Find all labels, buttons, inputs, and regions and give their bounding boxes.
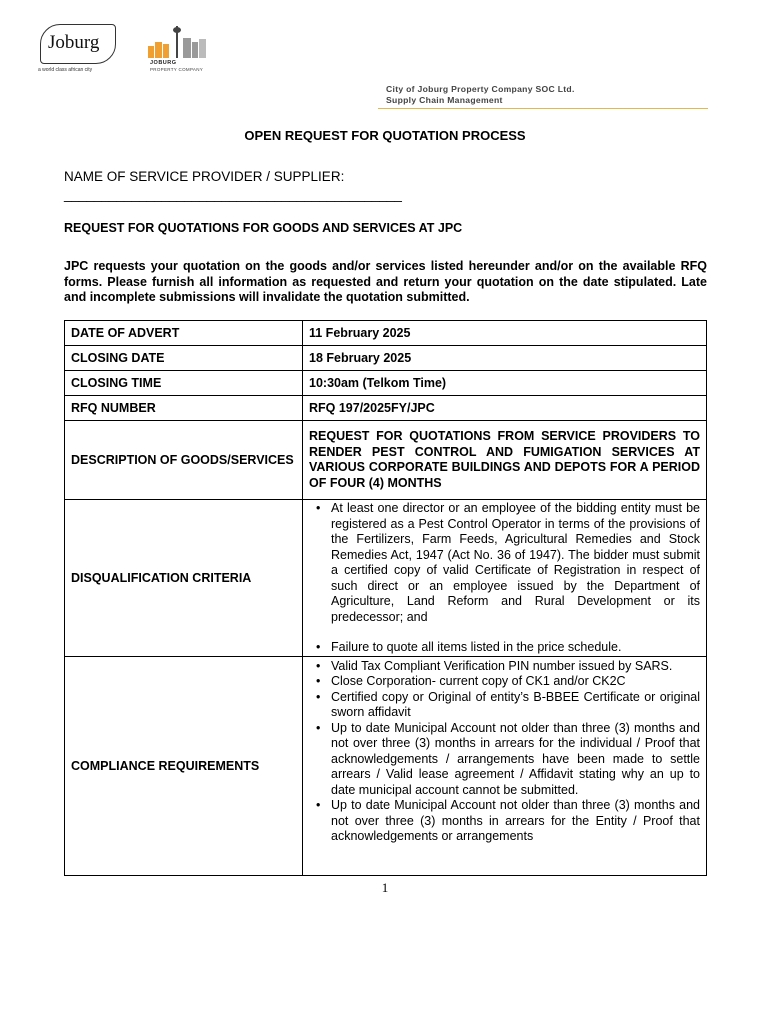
table-row bbox=[65, 656, 707, 875]
compliance-cell bbox=[303, 656, 707, 875]
closing-date-value: 18 February 2025 bbox=[303, 346, 707, 371]
rfq-details-table bbox=[64, 320, 707, 876]
header-divider bbox=[378, 108, 708, 109]
list-item: • Up to date Municipal Account not older than three (3) months and not over three (3) months in arrears for the individual / Proof that acknowledgements / arrangements have been made to settle arrears / Valid lease agreement / Affidavit stating why an up to date municipal account cannot be submitted. bbox=[331, 721, 700, 799]
table-row bbox=[65, 371, 707, 396]
department-name: Supply Chain Management bbox=[386, 95, 503, 105]
closing-time-label: CLOSING TIME bbox=[65, 371, 303, 396]
page-number: 1 bbox=[381, 880, 389, 895]
description-label: DESCRIPTION OF GOODS/SERVICES bbox=[65, 421, 303, 500]
joburg-tagline: a world class african city bbox=[38, 67, 93, 73]
description-value: REQUEST FOR QUOTATIONS FROM SERVICE PROVIDERS TO RENDER PEST CONTROL AND FUMIGATION SERVICES AT VARIOUS CORPORATE BUILDINGS AND DEPOTS FOR A PERIOD OF FOUR (4) MONTHS bbox=[303, 421, 707, 500]
table-row bbox=[65, 421, 707, 500]
table-row bbox=[65, 500, 707, 657]
table-row bbox=[65, 396, 707, 421]
disqualification-cell bbox=[303, 500, 707, 657]
joburg-logo-text: Joburg bbox=[48, 32, 100, 53]
jpc-logo-line2: PROPERTY COMPANY bbox=[150, 67, 204, 72]
jpc-skyline-icon bbox=[145, 18, 215, 60]
compliance-list bbox=[309, 659, 700, 845]
rfq-number-label: RFQ NUMBER bbox=[65, 396, 303, 421]
company-block bbox=[386, 84, 575, 106]
company-name: City of Joburg Property Company SOC Ltd. bbox=[386, 84, 575, 94]
closing-date-label: CLOSING DATE bbox=[65, 346, 303, 371]
disqualification-list-continued bbox=[309, 640, 700, 656]
compliance-label: COMPLIANCE REQUIREMENTS bbox=[65, 656, 303, 875]
jpc-logo-line1: JOBURG bbox=[150, 60, 177, 66]
jpc-logo bbox=[145, 18, 215, 78]
closing-time-value: 10:30am (Telkom Time) bbox=[303, 371, 707, 396]
supplier-line: _____________________________________________ bbox=[64, 187, 402, 202]
list-item: • Failure to quote all items listed in the price schedule. bbox=[331, 640, 700, 656]
disqualification-label: DISQUALIFICATION CRITERIA bbox=[65, 500, 303, 657]
disqualification-list bbox=[309, 501, 700, 625]
list-item: • Certified copy or Original of entity’s B-BBEE Certificate or original sworn affidavit bbox=[331, 690, 700, 721]
date-of-advert-value: 11 February 2025 bbox=[303, 321, 707, 346]
list-item: • At least one director or an employee of the bidding entity must be registered as a Pest Control Operator in terms of the provisions of the Fertilizers, Farm Feeds, Agricultural Remedies and Stock Remedies Act, 1947 (Act No. 36 of 1947). The bidder must submit a certified copy of valid Certificate of Registration in respect of such direct or an employee issued by the Department of Agriculture, Land Reform and Rural Development or its predecessor; and bbox=[331, 501, 700, 625]
supplier-label: NAME OF SERVICE PROVIDER / SUPPLIER: bbox=[64, 169, 345, 184]
table-row bbox=[65, 346, 707, 371]
list-item: • Up to date Municipal Account not older than three (3) months and not over three (3) months in arrears for the Entity / Proof that acknowledgements or arrangements bbox=[331, 798, 700, 845]
section-subheading: REQUEST FOR QUOTATIONS FOR GOODS AND SERVICES AT JPC bbox=[64, 221, 463, 235]
document-title: OPEN REQUEST FOR QUOTATION PROCESS bbox=[244, 128, 526, 143]
table-row bbox=[65, 321, 707, 346]
list-item: • Valid Tax Compliant Verification PIN number issued by SARS. bbox=[331, 659, 700, 675]
intro-paragraph: JPC requests your quotation on the goods and/or services listed hereunder and/or on the available RFQ forms. Please furnish all information as requested and return your quotation on the date stipulated. Late and incomplete submissions will invalidate the quotation submitted. bbox=[64, 259, 707, 304]
date-of-advert-label: DATE OF ADVERT bbox=[65, 321, 303, 346]
joburg-logo bbox=[38, 20, 118, 78]
supplier-block bbox=[64, 168, 402, 204]
rfq-number-value: RFQ 197/2025FY/JPC bbox=[303, 396, 707, 421]
list-item: • Close Corporation- current copy of CK1 and/or CK2C bbox=[331, 674, 700, 690]
